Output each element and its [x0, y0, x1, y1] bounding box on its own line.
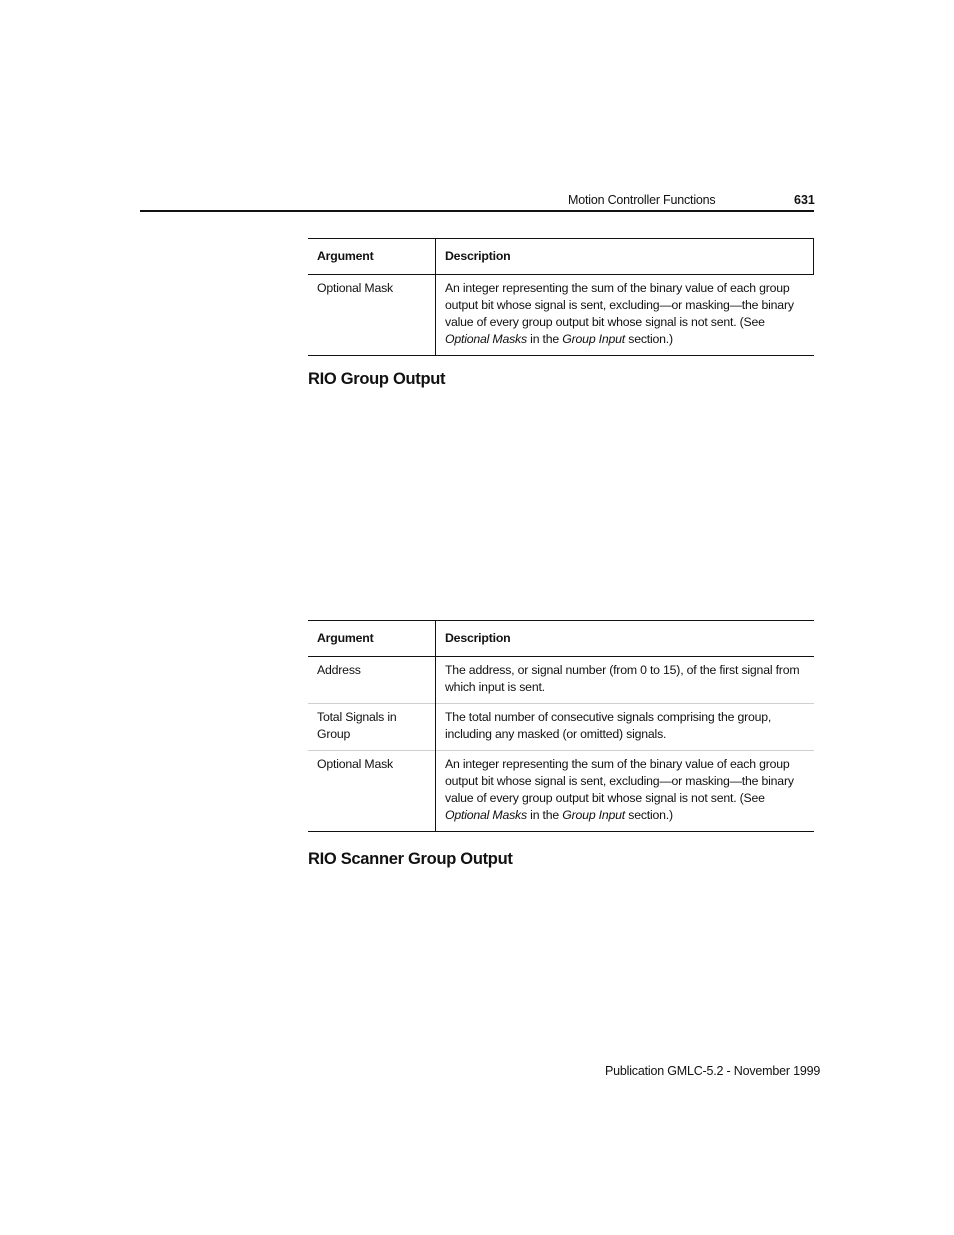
argument-cell: Address — [308, 657, 436, 704]
table-header-row — [308, 239, 814, 275]
page-number: 631 — [794, 193, 815, 207]
description-cell: The total number of consecutive signals comprising the group, including any masked (or omitted) signals. — [445, 710, 772, 741]
column-header-description: Description — [436, 239, 814, 275]
table-row — [308, 657, 814, 704]
table-row — [308, 704, 814, 751]
argument-table-1 — [308, 238, 814, 356]
argument-cell: Optional Mask — [308, 275, 436, 356]
header-rule — [140, 210, 814, 212]
description-cell: An integer representing the sum of the binary value of each group output bit whose signal is sent, excluding—or masking—the binary value of every group output bit whose signal is not sent. (See Optional Masks in the Group Input section.) — [445, 757, 794, 822]
argument-table-2 — [308, 620, 814, 832]
column-header-description: Description — [445, 631, 511, 645]
column-header-argument: Argument — [308, 239, 436, 275]
argument-cell: Total Signals in Group — [308, 704, 436, 751]
table-row — [308, 751, 814, 832]
description-cell: The address, or signal number (from 0 to 15), of the first signal from which input is sent. — [445, 663, 800, 694]
section-title-rio-scanner-group-output: RIO Scanner Group Output — [308, 850, 513, 868]
running-header-title: Motion Controller Functions — [568, 193, 716, 207]
description-cell: An integer representing the sum of the binary value of each group output bit whose signal is sent, excluding—or masking—the binary value of every group output bit whose signal is not sent. (See Optional Masks in the Group Input section.) — [445, 281, 794, 346]
table-header-row — [308, 621, 814, 657]
argument-cell: Optional Mask — [308, 751, 436, 832]
section-title-rio-group-output: RIO Group Output — [308, 370, 446, 388]
column-header-argument: Argument — [308, 621, 436, 657]
table-row — [308, 275, 814, 356]
publication-footer: Publication GMLC-5.2 - November 1999 — [605, 1064, 821, 1078]
